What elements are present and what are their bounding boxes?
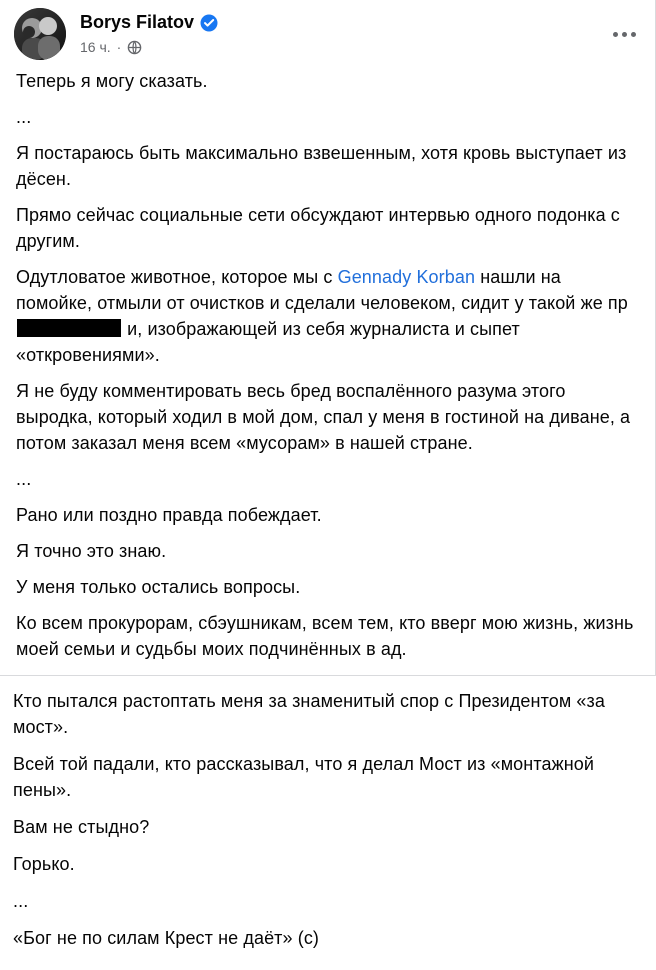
post-continuation bbox=[13, 688, 643, 962]
author-name[interactable]: Borys Filatov bbox=[80, 12, 195, 32]
post-body bbox=[16, 68, 638, 672]
meta-separator: · bbox=[116, 39, 122, 55]
post-header bbox=[14, 8, 642, 64]
post-paragraph-4: Прямо сейчас социальные сети обсуждают интервью одного подонка с другим. bbox=[16, 205, 620, 251]
avatar[interactable] bbox=[14, 8, 66, 60]
post-meta bbox=[80, 39, 142, 55]
continuation-paragraph-4: Горько. bbox=[13, 854, 75, 874]
continuation-paragraph-1: Кто пытался растоптать меня за знаменитый спор с Президентом «за мост». bbox=[13, 691, 605, 737]
post-paragraph-11: Ко всем прокурорам, сбэушникам, всем тем, кто вверг мою жизнь, жизнь моей семьи и судьбы моих подчинённых в ад. bbox=[16, 613, 634, 659]
post-paragraph-7: ... bbox=[16, 469, 32, 489]
continuation-paragraph-2: Всей той падали, кто рассказывал, что я делал Мост из «монтажной пены». bbox=[13, 754, 595, 800]
paragraph-5-part-2: нашли на помойке, отмыли от очистков и сделали человеком, сидит у такой же пр bbox=[16, 267, 628, 313]
post-paragraph-10: У меня только остались вопросы. bbox=[16, 577, 301, 597]
mention-gennady-korban[interactable]: Gennady Korban bbox=[337, 267, 476, 287]
more-options-icon bbox=[613, 32, 636, 37]
post-paragraph-3: Я постараюсь быть максимально взвешенным, хотя кровь выступает из дёсен. bbox=[16, 143, 627, 189]
post-paragraph-1: Теперь я могу сказать. bbox=[16, 71, 208, 91]
author-line bbox=[80, 12, 218, 33]
post-paragraph-5 bbox=[16, 264, 638, 368]
post-time[interactable]: 16 ч. bbox=[80, 39, 111, 55]
paragraph-5-part-1: Одутловатое животное, которое мы с bbox=[16, 267, 338, 287]
continuation-paragraph-3: Вам не стыдно? bbox=[13, 817, 150, 837]
post-paragraph-8: Рано или поздно правда побеждает. bbox=[16, 505, 322, 525]
continuation-paragraph-5: ... bbox=[13, 891, 29, 911]
avatar-image bbox=[14, 8, 66, 60]
verified-badge-icon bbox=[200, 14, 218, 32]
post-paragraph-9: Я точно это знаю. bbox=[16, 541, 167, 561]
globe-icon bbox=[127, 40, 142, 55]
post-paragraph-2: ... bbox=[16, 107, 32, 127]
redaction-block bbox=[17, 319, 121, 337]
post-paragraph-6: Я не буду комментировать весь бред воспалённого разума этого выродка, который ходил в мой дом, спал у меня в гостиной на диване, а потом заказал меня всем «мусорам» в нашей стране. bbox=[16, 381, 631, 453]
more-options-button[interactable] bbox=[606, 16, 642, 52]
continuation-paragraph-6: «Бог не по силам Крест не даёт» (с) bbox=[13, 928, 320, 948]
paragraph-5-part-3: и, изображающей из себя журналиста и сыпет «откровениями». bbox=[16, 319, 520, 365]
